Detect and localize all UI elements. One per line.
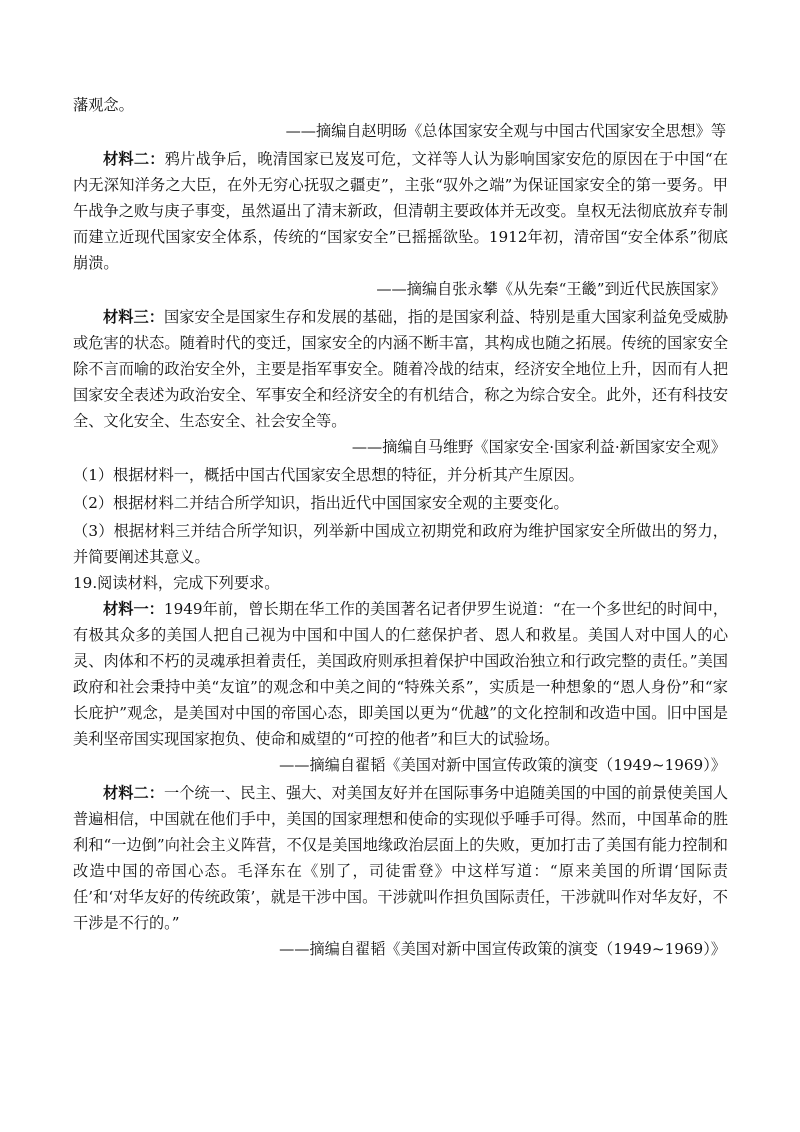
material-text: 一个统一、民主、强大、对美国友好并在国际事务中追随美国的中国的前景使美国人普遍相信，中国就在他们手中，美国的国家理想和使命的实现似乎唾手可得。然而，中国革命的胜利和“一边倒”向社会主义阵营，不仅是美国地缘政治层面上的失败，更加打击了美国有能力控制和改造中国的帝国心态。毛泽东在《别了，司徒雷登》中这样写道：“原来美国的所谓‘国际责任’和‘对华友好的传统政策’，就是干涉中国。干涉就叫作担负国际责任，干涉就叫作对华友好，不干涉是不行的。” [73,784,729,932]
question-2: （2）根据材料二并结合所学知识，指出近代中国国家安全观的主要变化。 [73,494,569,512]
question-3: （3）根据材料三并结合所学知识，列举新中国成立初期党和政府为维护国家安全所做出的努力，并简要阐述其意义。 [73,522,728,566]
source-citation-4: ——摘编自翟韬《美国对新中国宣传政策的演变（1949~1969）》 [279,756,726,774]
material-label: 材料一： [103,600,164,618]
material-2b-paragraph [73,780,728,936]
material-label: 材料二： [103,784,164,802]
source-citation-3: ——摘编自马维野《国家安全·国家利益·新国家安全观》 [351,438,726,456]
question-1: （1）根据材料一，概括中国古代国家安全思想的特征，并分析其产生原因。 [73,466,584,484]
material-text: 鸦片战争后，晚清国家已岌岌可危，文祥等人认为影响国家安危的原因在于中国“在内无深知洋务之大臣，在外无穷心抚驭之疆吏”，主张“驭外之端”为保证国家安全的第一要务。甲午战争之败与庚子事变，虽然逼出了清末新政，但清朝主要政体并无改变。皇权无法彻底放弃专制而建立近现代国家安全体系，传统的“国家安全”已摇摇欲坠。1912年初，清帝国“安全体系”彻底崩溃。 [73,150,729,272]
paragraph-continuation: 藩观念。 [73,96,134,114]
material-2-paragraph [73,146,728,276]
material-label: 材料二： [103,150,165,168]
source-citation-1: ——摘编自赵明旸《总体国家安全观与中国古代国家安全思想》等 [285,122,726,140]
material-label: 材料三： [103,308,164,326]
material-text: 1949年前，曾长期在华工作的美国著名记者伊罗生说道：“在一个多世纪的时间中，有极其众多的美国人把自己视为中国和中国人的仁慈保护者、恩人和救星。美国人对中国人的心灵、肉体和不朽的灵魂承担着责任，美国政府则承担着保护中国政治独立和行政完整的责任。”美国政府和社会秉持中美“友谊”的观念和中美之间的“特殊关系”，实质是一种想象的“恩人身份”和“家长庇护”观念，是美国对中国的帝国心态，即美国以更为“优越”的文化控制和改造中国。旧中国是美利坚帝国实现国家抱负、使命和威望的“可控的他者”和巨大的试验场。 [73,600,729,748]
source-citation-2: ——摘编自张永攀《从先秦“王畿”到近代民族国家》 [376,280,726,298]
material-1-paragraph [73,596,728,752]
material-3-paragraph [73,304,728,434]
source-citation-5: ——摘编自翟韬《美国对新中国宣传政策的演变（1949~1969）》 [279,940,726,958]
question-19-heading: 19.阅读材料，完成下列要求。 [73,574,280,592]
material-text: 国家安全是国家生存和发展的基础，指的是国家利益、特别是重大国家利益免受威胁或危害的状态。随着时代的变迁，国家安全的内涵不断丰富，其构成也随之拓展。传统的国家安全除不言而喻的政治安全外，主要是指军事安全。随着冷战的结束，经济安全地位上升，因而有人把国家安全表述为政治安全、军事安全和经济安全的有机结合，称之为综合安全。此外，还有科技安全、文化安全、生态安全、社会安全等。 [73,308,729,430]
document-page [73,92,728,964]
